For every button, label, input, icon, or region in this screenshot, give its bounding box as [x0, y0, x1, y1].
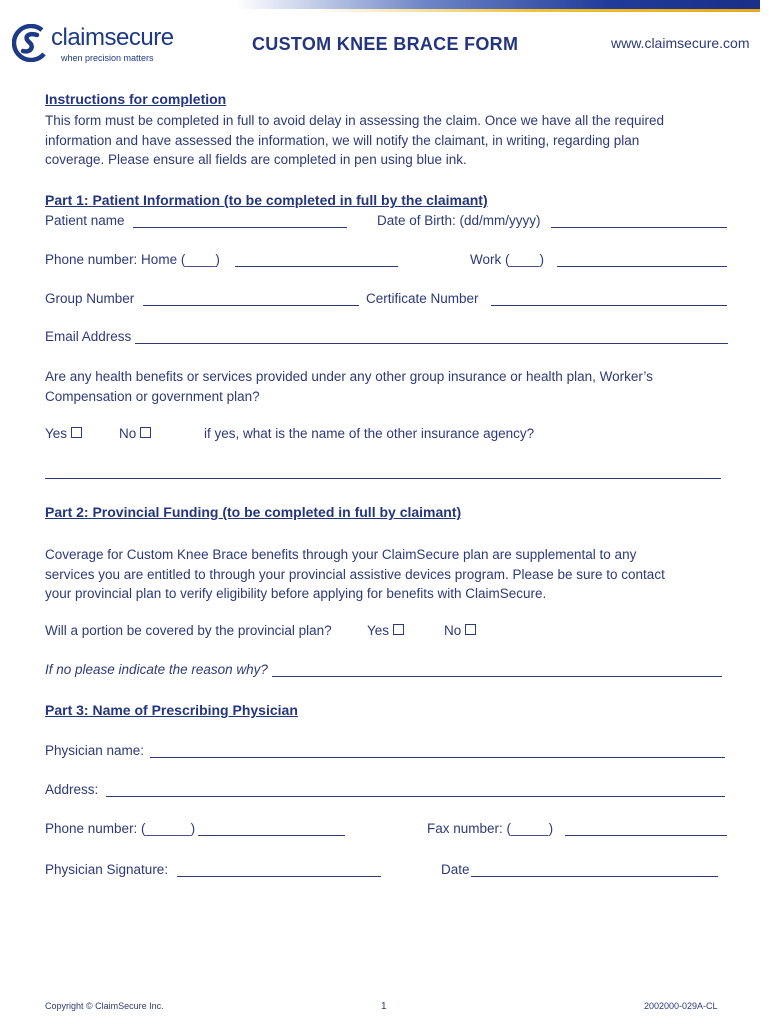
patient-name-label: Patient name: [45, 213, 125, 228]
instructions-line: coverage. Please ensure all fields are completed in pen using blue ink.: [45, 152, 467, 167]
dob-field[interactable]: [551, 227, 727, 228]
address-field[interactable]: [106, 796, 725, 797]
provincial-question: Will a portion be covered by the provincial plan?: [45, 623, 332, 638]
other-plan-yes[interactable]: [45, 426, 82, 441]
part2-text: [45, 545, 735, 604]
claimsecure-logo-icon: [12, 24, 50, 62]
form-title: CUSTOM KNEE BRACE FORM: [252, 34, 519, 54]
brand-name: claimsecure: [51, 24, 174, 51]
certificate-number-field[interactable]: [491, 305, 727, 306]
copyright: Copyright © ClaimSecure Inc.: [45, 1001, 164, 1011]
dob-label: Date of Birth: (dd/mm/yyyy): [377, 213, 541, 228]
provincial-yes[interactable]: [367, 623, 404, 638]
other-agency-field[interactable]: [45, 478, 721, 479]
part2-heading: Part 2: Provincial Funding (to be completed in full by claimant): [45, 504, 462, 520]
patient-name-field[interactable]: [133, 227, 347, 228]
certificate-number-label: Certificate Number: [366, 291, 479, 306]
phone-home-label: Phone number: Home (____): [45, 252, 220, 267]
page-number: 1: [381, 1001, 387, 1012]
work-phone-label: Work (____): [470, 252, 545, 267]
part2-line: services you are entitled to through your provincial assistive devices program. Please be sure to contact: [45, 566, 665, 582]
no-checkbox[interactable]: [465, 624, 476, 635]
phone-home-field[interactable]: [235, 266, 398, 267]
other-plan-no[interactable]: [119, 426, 151, 441]
instructions-line: This form must be completed in full to avoid delay in assessing the claim. Once we have all the required: [45, 113, 665, 128]
yes-label: Yes: [45, 426, 68, 441]
other-plan-question: [45, 367, 735, 406]
fax-label: Fax number: (_____): [427, 821, 554, 836]
address-label: Address:: [45, 782, 99, 797]
fax-field[interactable]: [565, 835, 727, 836]
reason-label: If no please indicate the reason why?: [45, 662, 268, 677]
date-label: Date: [441, 862, 470, 877]
part2-line: your provincial plan to verify eligibility before applying for benefits with ClaimSecure.: [45, 586, 547, 601]
date-field[interactable]: [471, 876, 718, 877]
part3-heading: Part 3: Name of Prescribing Physician: [45, 702, 298, 718]
signature-label: Physician Signature:: [45, 862, 169, 877]
physician-phone-label: Phone number: (______): [45, 821, 196, 836]
no-label: No: [119, 426, 137, 441]
email-label: Email Address: [45, 329, 132, 344]
form-code: 2002000-029A-CL: [644, 1001, 718, 1011]
instructions-heading: Instructions for completion: [45, 91, 227, 107]
work-phone-field[interactable]: [557, 266, 727, 267]
brand-tagline: when precision matters: [61, 53, 154, 63]
group-number-label: Group Number: [45, 291, 135, 306]
physician-name-field[interactable]: [150, 757, 725, 758]
question-line: Compensation or government plan?: [45, 388, 260, 404]
reason-field[interactable]: [272, 676, 722, 677]
header-color-bar: [12, 0, 760, 9]
signature-field[interactable]: [177, 876, 381, 877]
no-label: No: [444, 623, 462, 638]
header-accent-bar: [12, 9, 760, 12]
group-number-field[interactable]: [143, 305, 359, 306]
provincial-no[interactable]: [444, 623, 476, 638]
no-checkbox[interactable]: [140, 427, 151, 438]
part2-line: Coverage for Custom Knee Brace benefits through your ClaimSecure plan are supplemental to any: [45, 547, 637, 562]
yes-label: Yes: [367, 623, 390, 638]
other-agency-label: if yes, what is the name of the other insurance agency?: [204, 426, 535, 441]
instructions-line: information and have assessed the information, we will notify the claimant, in writing, regarding plan: [45, 132, 640, 148]
yes-checkbox[interactable]: [71, 427, 82, 438]
physician-phone-field[interactable]: [198, 835, 345, 836]
instructions-text: [45, 111, 735, 170]
website-link[interactable]: www.claimsecure.com: [611, 35, 750, 51]
email-field[interactable]: [135, 343, 728, 344]
physician-name-label: Physician name:: [45, 743, 145, 758]
yes-checkbox[interactable]: [393, 624, 404, 635]
question-line: Are any health benefits or services provided under any other group insurance or health plan, Worker’s: [45, 369, 653, 384]
part1-heading: Part 1: Patient Information (to be completed in full by the claimant): [45, 192, 488, 208]
